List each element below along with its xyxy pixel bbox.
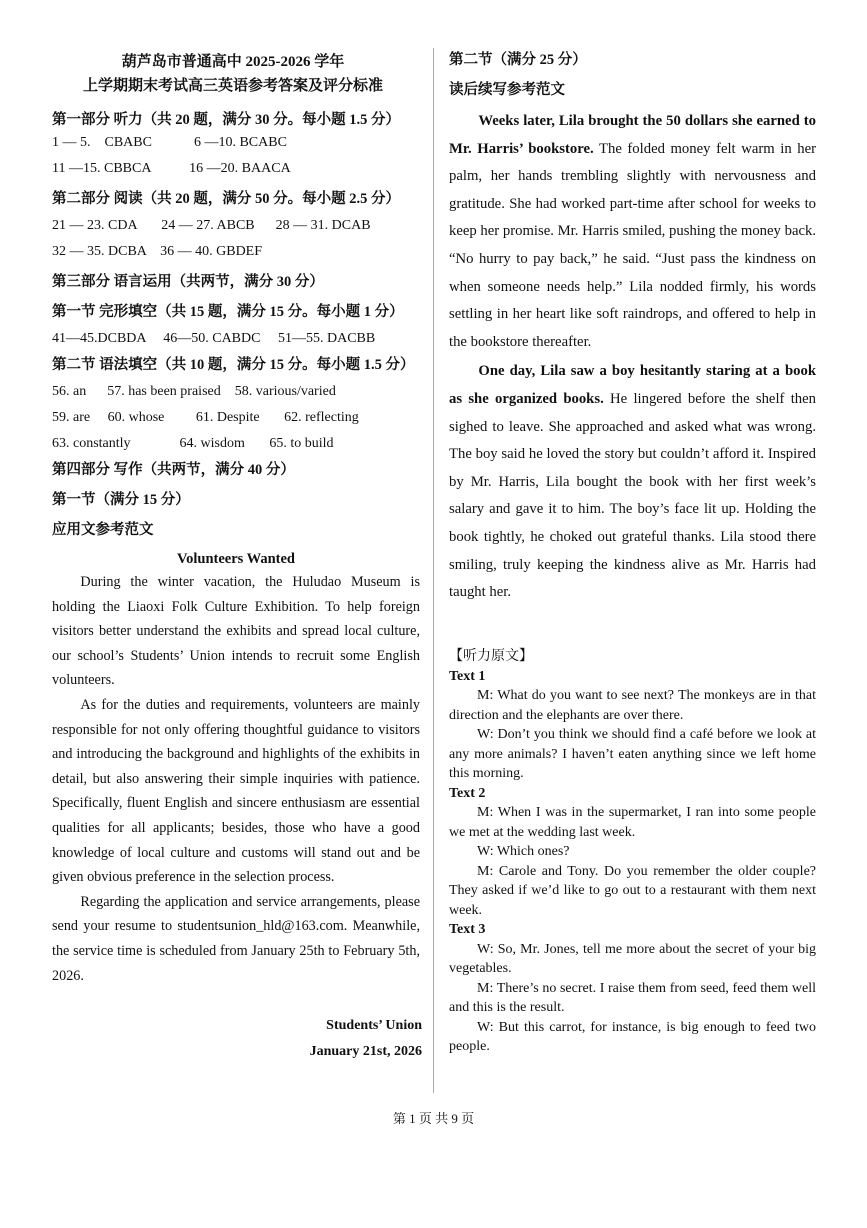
part2-heading: 第二部分 阅读（共 20 题，满分 50 分。每小题 2.5 分） [52,191,400,207]
left-column [52,50,420,1064]
essay-paragraph: Regarding the application and service arrangements, please send your resume to studentsunion_hld@163.com. Meanwhile, the service time is scheduled from January 25th to February 5th, 2026. [52,893,420,984]
dialogue-line: W: Which ones? [477,844,570,860]
transcript-text-label: Text 2 [449,785,486,801]
part3-heading: 第三部分 语言运用（共两节，满分 30 分） [52,274,324,290]
transcript-text-label: Text 1 [449,668,486,684]
paragraph-body: He lingered before the shelf then sighed to leave. She approached and asked what was wrong. The boy said he loved the story but couldn’t afford it. Inspired by Mr. Harris, Lila bought the book with her first week’s salary and gave it to him. The boy’s face lit up. Holding the book tightly, he choked out grateful thanks. Lila stood there smiling, truly keeping the kindness alive as Mr. Harris had taught her. [449,390,816,601]
doc-title-line1: 葫芦岛市普通高中 2025-2026 学年 [121,54,345,70]
essay-signature: Students’ Union [326,1018,422,1034]
transcript-text-label: Text 3 [449,922,486,938]
dialogue-line: M: Carole and Tony. Do you remember the older couple? They asked if we’d like to go out to a restaurant with them next week. [449,863,816,918]
part1-heading: 第一部分 听力（共 20 题，满分 30 分。每小题 1.5 分） [52,112,400,128]
essay-paragraph: As for the duties and requirements, volunteers are mainly responsible for not only offering thoughtful guidance to visitors and introducing the background and highlights of the exhibits in detail, but also answering their simple inquiries with patience. Specifically, fluent English and sincere enthusiasm are essential qualities for all applicants; besides, those who have a good knowledge of local culture and customs will stand out and be given obvious preference in the selection process. [52,696,420,886]
part3-sec2-heading: 第二节 语法填空（共 10 题，满分 15 分。每小题 1.5 分） [52,357,415,373]
part2-row: 32 — 35. DCBA 36 — 40. GBDEF [52,244,263,259]
section2-subheading: 读后续写参考范文 [449,82,565,98]
transcript-heading: 【听力原文】 [449,648,533,664]
dialogue-line: W: Don’t you think we should find a café before we look at any more animals? I haven’t eaten anything since we left home this morning. [449,727,816,782]
part3-sec2-row: 59. are 60. whose 61. Despite 62. reflecting [52,410,359,425]
dialogue-line: W: But this carrot, for instance, is big enough to feed two people. [449,1019,816,1055]
part3-sec2-row: 56. an 57. has been praised 58. various/varied [52,384,336,399]
dialogue-line: M: What do you want to see next? The monkeys are in that direction and the elephants are over there. [449,688,816,723]
doc-title-line2: 上学期期末考试高三英语参考答案及评分标准 [82,78,383,94]
paragraph-body: The folded money felt warm in her palm, her hands trembling slightly with nervousness and gratitude. She had worked part-time after school for weeks to keep her promise. Mr. Harris smiled, pushing the money back. “No hurry to pay back,” he said. “Just pass the kindness on when someone needs help.” Lila nodded firmly, his words settling in her heart like soft raindrops, and offered to help in the bookstore thereafter. [449,140,816,350]
paragraph-lead-sentence: Weeks later, Lila brought the 50 dollars she earned to Mr. Harris’ bookstore. [449,113,816,157]
part1-row: 11 —15. CBBCA 16 —20. BAACA [52,161,291,176]
dialogue-line: M: When I was in the supermarket, I ran into some people we met at the wedding last week. [449,805,816,840]
essay-date: January 21st, 2026 [309,1044,422,1060]
part4-sec1-subheading: 应用文参考范文 [52,522,154,538]
part3-sec2-row: 63. constantly 64. wisdom 65. to build [52,436,334,451]
section2-heading: 第二节（满分 25 分） [449,52,587,68]
part4-sec1-heading: 第一节（满分 15 分） [52,492,190,508]
essay-title: Volunteers Wanted [176,551,296,567]
essay-paragraph: During the winter vacation, the Huludao Museum is holding the Liaoxi Folk Culture Exhibition. To help foreign visitors better understand the exhibits and spread local culture, our school’s Students’ Union intends to recruit some English volunteers. [52,574,420,689]
right-column [449,50,816,1057]
part1-row: 1 — 5. CBABC 6 —10. BCABC [52,135,287,150]
column-divider [433,48,434,1093]
page-number: 第 1 页 共 9 页 [392,1111,475,1126]
part3-sec1-heading: 第一节 完形填空（共 15 题，满分 15 分。每小题 1 分） [52,304,404,320]
continuation-paragraph-2 [449,358,816,606]
paragraph-lead-sentence: One day, Lila saw a boy hesitantly staring at a book as she organized books. [449,363,816,407]
dialogue-line: W: So, Mr. Jones, tell me more about the secret of your big vegetables. [449,941,816,977]
part3-sec1-row: 41—45.DCBDA 46—50. CABDC 51—55. DACBB [52,331,376,346]
part2-row: 21 — 23. CDA 24 — 27. ABCB 28 — 31. DCAB [52,218,371,233]
part4-heading: 第四部分 写作（共两节，满分 40 分） [52,462,295,478]
continuation-paragraph-1 [449,108,816,356]
dialogue-line: M: There’s no secret. I raise them from seed, feed them well and this is the result. [449,980,816,1016]
